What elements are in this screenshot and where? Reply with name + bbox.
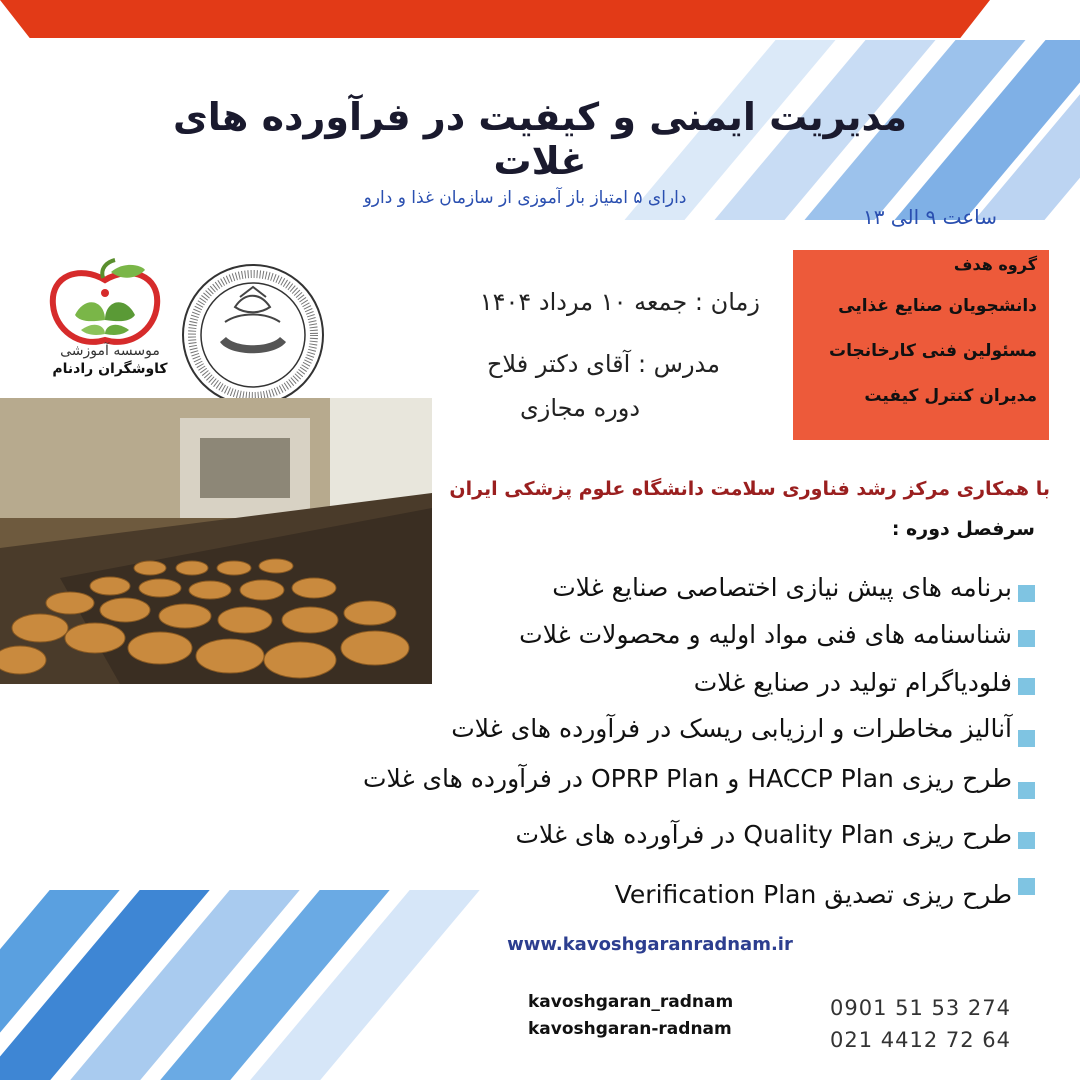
bakery-photo-illustration xyxy=(0,398,432,684)
target-group-item: مدیران کنترل کیفیت xyxy=(864,385,1037,406)
syllabus-item: طرح ریزی HACCP Plan و OPRP Plan در فرآورده های غلات xyxy=(363,764,1012,793)
target-group-title: گروه هدف xyxy=(953,255,1037,274)
collaboration-note: با همکاری مرکز رشد فناوری سلامت دانشگاه علوم پزشکی ایران xyxy=(449,478,1050,500)
bullet-icon xyxy=(1018,832,1035,849)
website-link[interactable]: www.kavoshgaranradnam.ir xyxy=(507,934,793,955)
phone-number[interactable]: 0901 51 53 274 xyxy=(830,996,1011,1020)
syllabus-item: آنالیز مخاطرات و ارزیابی ریسک در فرآورده های غلات xyxy=(451,714,1012,743)
bullet-icon xyxy=(1018,782,1035,799)
institute-name: کاوشگران رادنام xyxy=(52,361,168,377)
social-handle[interactable]: kavoshgaran_radnam xyxy=(528,992,734,1012)
syllabus-item: برنامه های پیش نیازی اختصاصی صنایع غلات xyxy=(552,573,1012,602)
bullet-icon xyxy=(1018,730,1035,747)
syllabus-item: طرح ریزی Quality Plan در فرآورده های غلات xyxy=(515,820,1012,849)
target-group-item: مسئولین فنی کارخانجات xyxy=(829,340,1037,361)
phone-number[interactable]: 021 4412 72 64 xyxy=(830,1028,1011,1052)
top-accent-bar xyxy=(0,0,990,38)
course-teacher: مدرس : آقای دکتر فلاح xyxy=(486,350,720,378)
syllabus-item: طرح ریزی تصدیق Verification Plan xyxy=(614,880,1012,909)
bakery-production-photo xyxy=(0,398,432,684)
institute-caption: موسسه آموزشی xyxy=(60,343,160,359)
syllabus-item: فلودیاگرام تولید در صنایع غلات xyxy=(693,668,1012,697)
license-note: دارای ۵ امتیاز باز آموزی از سازمان غذا و دارو xyxy=(363,188,687,208)
syllabus-title: سرفصل دوره : xyxy=(891,518,1035,540)
bullet-icon xyxy=(1018,878,1035,895)
course-hours: ساعت ۹ الی ۱۳ xyxy=(862,205,998,229)
course-mode: دوره مجازی xyxy=(519,394,641,422)
bullet-icon xyxy=(1018,630,1035,647)
social-handle[interactable]: kavoshgaran-radnam xyxy=(528,1019,732,1039)
health-center-seal xyxy=(180,262,326,408)
syllabus-item: شناسنامه های فنی مواد اولیه و محصولات غلات xyxy=(519,620,1012,649)
target-group-box xyxy=(793,250,1049,440)
target-group-item: دانشجویان صنایع غذایی xyxy=(838,295,1037,316)
bullet-icon xyxy=(1018,585,1035,602)
page-title: مدیریت ایمنی و کیفیت در فرآورده های غلات xyxy=(172,95,908,183)
bullet-icon xyxy=(1018,678,1035,695)
course-date: زمان : جمعه ۱۰ مرداد ۱۴۰۴ xyxy=(479,288,760,316)
